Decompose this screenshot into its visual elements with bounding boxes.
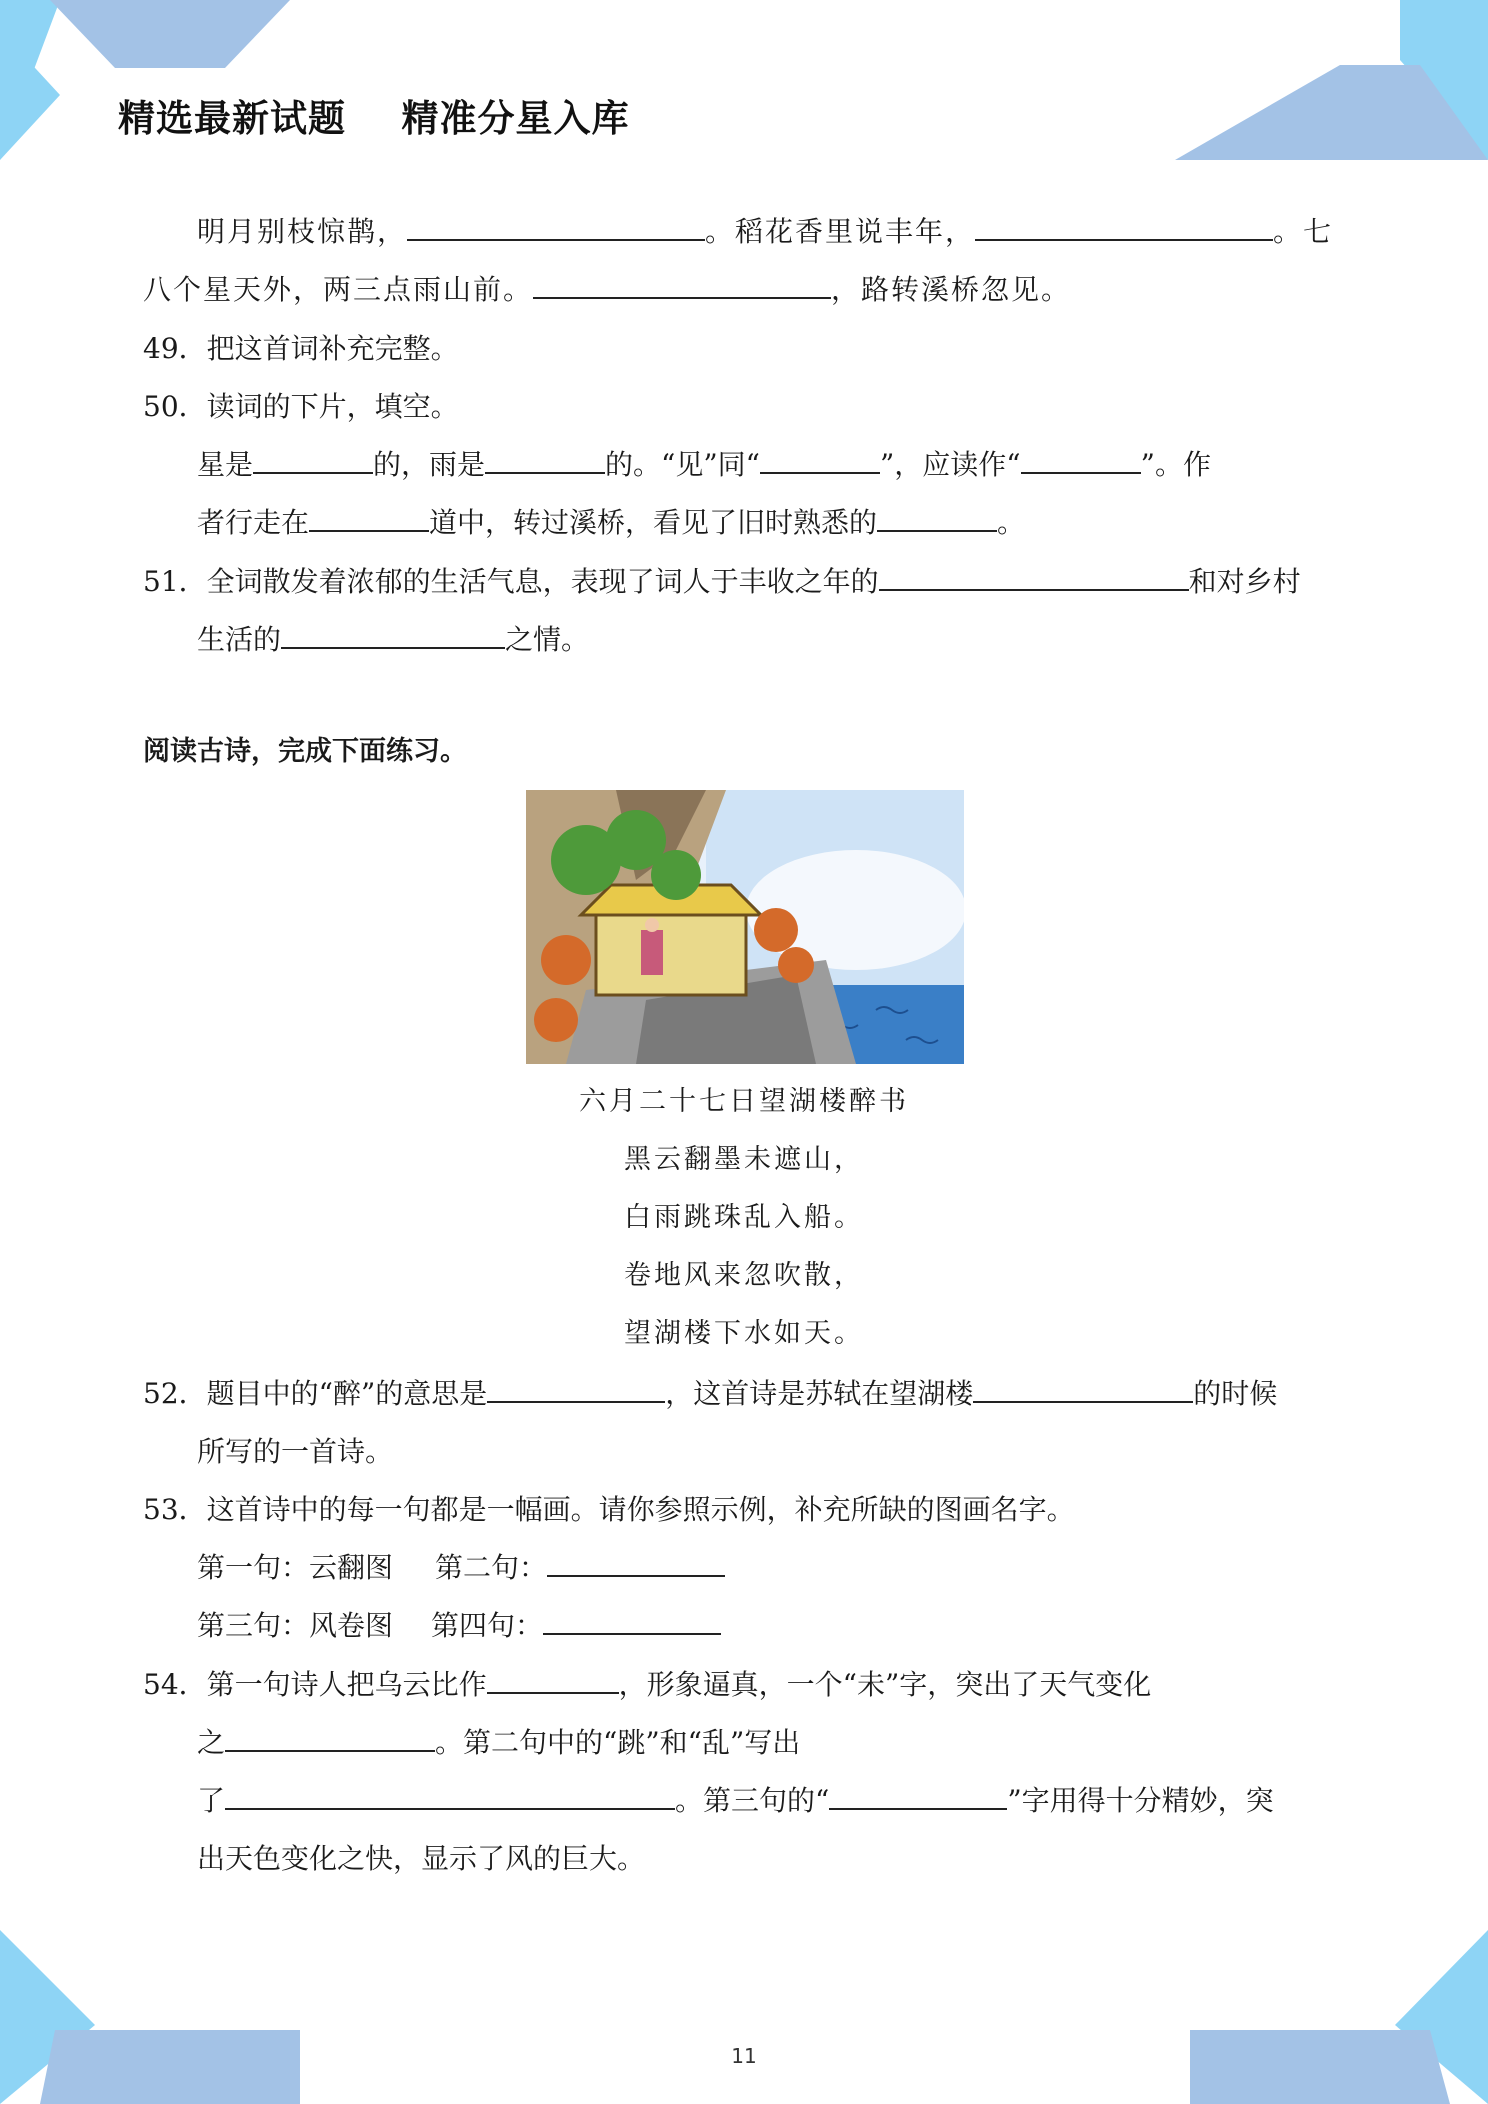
poem-line: 望湖楼下水如天。: [624, 1318, 864, 1349]
answer-blank[interactable]: [253, 446, 373, 474]
question-53-title: 53．这首诗中的每一句都是一幅画。请你参照示例，补充所缺的图画名字。: [143, 1493, 1075, 1526]
poem-line: 卷地风来忽吹散，: [624, 1260, 864, 1291]
question-51-line-1: 51．全词散发着浓郁的生活气息，表现了词人于丰收之年的 和对乡村: [143, 565, 1301, 598]
passage-line-2: 八个星天外，两三点雨山前。 ，路转溪桥忽见。: [143, 273, 1072, 306]
answer-blank[interactable]: [225, 1782, 675, 1810]
question-51-line-2: 生活的 之情。: [197, 623, 590, 656]
answer-blank[interactable]: [547, 1549, 725, 1577]
section-heading: 阅读古诗，完成下面练习。: [143, 736, 467, 767]
answer-blank[interactable]: [309, 504, 429, 532]
question-50-line-2: 者行走在 道中，转过溪桥，看见了旧时熟悉的 。: [197, 506, 1026, 539]
pavilion-by-lake-illustration: [526, 790, 964, 1064]
question-54-line-1: 54．第一句诗人把乌云比作 ，形象逼真，一个“未”字，突出了天气变化: [143, 1668, 1152, 1701]
answer-blank[interactable]: [975, 213, 1273, 241]
answer-blank[interactable]: [877, 504, 997, 532]
answer-blank[interactable]: [487, 1666, 619, 1694]
question-52-line-2: 所写的一首诗。: [197, 1435, 394, 1468]
poem-title: 六月二十七日望湖楼醉书: [579, 1086, 909, 1117]
question-52-line-1: 52．题目中的“醉”的意思是 ，这首诗是苏轼在望湖楼 的时候: [143, 1377, 1278, 1410]
question-54-line-3: 了 。第三句的“ ”字用得十分精妙，突: [197, 1784, 1274, 1817]
answer-blank[interactable]: [973, 1375, 1193, 1403]
answer-blank[interactable]: [281, 621, 505, 649]
poem-line: 白雨跳珠乱入船。: [624, 1202, 864, 1233]
answer-blank[interactable]: [760, 446, 880, 474]
question-54-line-4: 出天色变化之快，显示了风的巨大。: [197, 1842, 646, 1875]
answer-blank[interactable]: [533, 271, 831, 299]
header-decoration: [0, 0, 1488, 170]
answer-blank[interactable]: [1021, 446, 1141, 474]
poem-line: 黑云翻墨未遮山，: [624, 1144, 864, 1175]
footer-decoration: [0, 1930, 1488, 2104]
answer-blank[interactable]: [225, 1724, 435, 1752]
answer-blank[interactable]: [829, 1782, 1007, 1810]
question-49: 49．把这首词补充完整。: [143, 332, 459, 365]
page-number: 11: [731, 2044, 757, 2068]
answer-blank[interactable]: [407, 213, 705, 241]
answer-blank[interactable]: [543, 1607, 721, 1635]
question-50-line-1: 星是 的，雨是 的。“见”同“ ”，应读作“ ”。作: [197, 448, 1211, 481]
question-54-line-2: 之 。第二句中的“跳”和“乱”写出: [197, 1726, 801, 1759]
header-title: 精选最新试题 精准分星入库: [118, 97, 630, 140]
question-53-line-1: 第一句：云翻图 第二句：: [197, 1548, 725, 1588]
answer-blank[interactable]: [487, 1375, 665, 1403]
passage-line-1: 明月别枝惊鹊， 。稻花香里说丰年， 。七: [197, 215, 1334, 248]
answer-blank[interactable]: [485, 446, 605, 474]
question-53-line-2: 第三句：风卷图 第四句：: [197, 1606, 721, 1646]
question-50-title: 50．读词的下片，填空。: [143, 390, 459, 423]
answer-blank[interactable]: [879, 563, 1189, 591]
